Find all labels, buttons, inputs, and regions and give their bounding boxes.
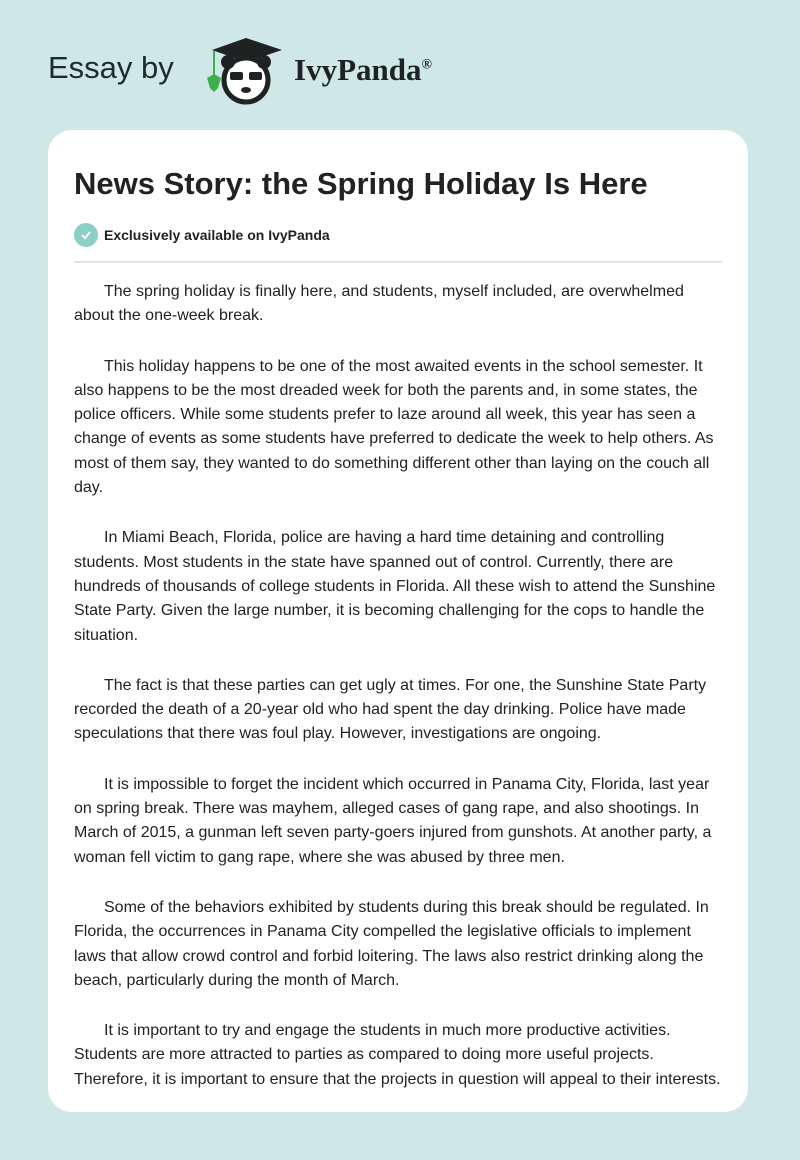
brand-name [294, 52, 432, 88]
exclusive-badge [74, 223, 330, 247]
paragraph: Some of the behaviors exhibited by students during this break should be regulated. In Florida, the occurrences in Panama City compelled the legislative officials to implement laws that allow crowd control and forbid loitering. The laws also restrict drinking along the beach, particularly during the month of March. [74, 898, 709, 989]
check-icon [74, 223, 98, 247]
essay-body [74, 280, 724, 1118]
badge-label: Exclusively available on IvyPanda [104, 227, 330, 243]
paragraph: The fact is that these parties can get ugly at times. For one, the Sunshine State Party recorded the death of a 20-year old who had spent the day drinking. Police have made speculations that there was foul play. However, investigations are ongoing. [74, 676, 707, 743]
essay-card [48, 130, 748, 1112]
paragraph: In Miami Beach, Florida, police are having a hard time detaining and controlling students. Most students in the state have spanned out of control. Currently, there are hundreds of thousands of college students in Florida. All these wish to attend the Sunshine State Party. Given the large number, it is becoming challenging for the cops to handle the situation. [74, 529, 716, 644]
registered-mark: ® [421, 57, 432, 73]
brand-text: IvyPanda [294, 52, 422, 87]
paragraph: It is important to try and engage the students in much more productive activities. Students are more attracted to parties as compared to doing more useful projects. Therefore, it is important to ensure that the projects in question will appeal to their interests. [74, 1022, 721, 1088]
paragraph: The spring holiday is finally here, and students, myself included, are overwhelmed about the one-week break. [74, 283, 684, 325]
site-header [0, 0, 800, 130]
page-title: News Story: the Spring Holiday Is Here [74, 166, 648, 201]
divider [74, 261, 722, 263]
ivypanda-logo-icon[interactable] [202, 36, 290, 106]
paragraph: It is impossible to forget the incident which occurred in Panama City, Florida, last year on spring break. There was mayhem, alleged cases of gang rape, and also shootings. In March of 2015, a gunman left seven party-goers injured from gunshots. At another party, a woman fell victim to gang rape, where she was abused by three men. [74, 775, 712, 866]
paragraph: This holiday happens to be one of the most awaited events in the school semester. It also happens to be the most dreaded week for both the parents and, in some states, the police officers. While some students prefer to laze around all week, this year has seen a change of events as some students have preferred to dedicate the week to help others. As most of them say, they wanted to do something different other than laying on the couch all day. [74, 357, 714, 497]
essay-by-label: Essay by [48, 50, 174, 85]
